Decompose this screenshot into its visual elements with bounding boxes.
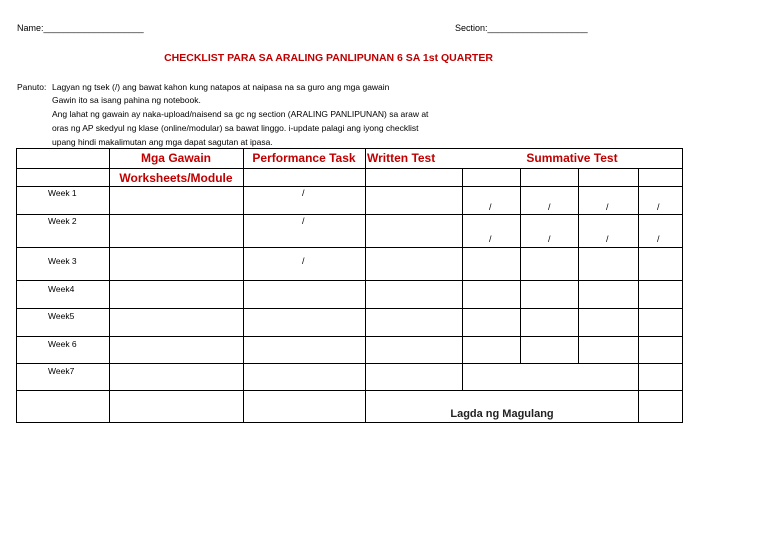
section-field-label: Section:____________________ <box>455 23 588 33</box>
parent-signature-label: Lagda ng Magulang <box>450 408 554 420</box>
row-divider <box>16 186 683 187</box>
week-label: Week4 <box>48 284 75 294</box>
check-mark: / <box>489 202 492 212</box>
row-divider <box>16 168 683 169</box>
instruction-line: oras ng AP skedyul ng klase (online/modular) sa bawat linggo. i-update palagi ang iyong checklist <box>52 123 419 133</box>
check-mark: / <box>548 202 551 212</box>
check-mark: / <box>657 234 660 244</box>
col-divider <box>109 148 110 423</box>
table-border-right <box>682 148 683 423</box>
row-divider <box>16 336 683 337</box>
instruction-line: Gawin ito sa isang pahina ng notebook. <box>52 95 201 105</box>
page-title: CHECKLIST PARA SA ARALING PANLIPUNAN 6 SA 1st QUARTER <box>164 52 493 64</box>
col-divider <box>638 168 639 423</box>
header-written-test: Written Test <box>367 151 436 165</box>
col-divider <box>462 168 463 391</box>
table-border-left <box>16 148 17 423</box>
table-border-bottom <box>16 422 683 423</box>
check-mark: / <box>302 188 305 198</box>
check-mark: / <box>657 202 660 212</box>
header-summative-test: Summative Test <box>526 151 618 165</box>
week-label: Week7 <box>48 366 75 376</box>
row-divider <box>16 280 683 281</box>
header-worksheets-module: Worksheets/Module <box>119 171 233 185</box>
instruction-line: upang hindi makalimutan ang mga dapat sagutan at ipasa. <box>52 137 273 147</box>
week-label: Week 1 <box>48 188 77 198</box>
name-field-label: Name:____________________ <box>17 23 144 33</box>
week-label: Week 3 <box>48 256 77 266</box>
check-mark: / <box>606 234 609 244</box>
col-divider <box>578 168 579 364</box>
instruction-line: Lagyan ng tsek (/) ang bawat kahon kung natapos at naipasa na sa guro ang mga gawain <box>52 82 390 92</box>
week-label: Week5 <box>48 311 75 321</box>
check-mark: / <box>606 202 609 212</box>
row-divider <box>16 363 683 364</box>
row-divider <box>16 390 683 391</box>
check-mark: / <box>302 256 305 266</box>
header-mga-gawain: Mga Gawain <box>140 151 211 165</box>
row-divider <box>16 214 683 215</box>
week-label: Week 6 <box>48 339 77 349</box>
check-mark: / <box>489 234 492 244</box>
check-mark: / <box>548 234 551 244</box>
table-border-top <box>16 148 683 149</box>
check-mark: / <box>302 216 305 226</box>
instruction-line: Ang lahat ng gawain ay naka-upload/naisend sa gc ng section (ARALING PANLIPUNAN) sa araw at <box>52 109 429 119</box>
week-label: Week 2 <box>48 216 77 226</box>
col-divider <box>243 148 244 423</box>
instructions-label: Panuto: <box>17 82 47 92</box>
col-divider <box>365 148 366 423</box>
row-divider <box>16 308 683 309</box>
row-divider <box>16 247 683 248</box>
header-performance-task: Performance Task <box>252 151 356 165</box>
col-divider <box>520 168 521 364</box>
